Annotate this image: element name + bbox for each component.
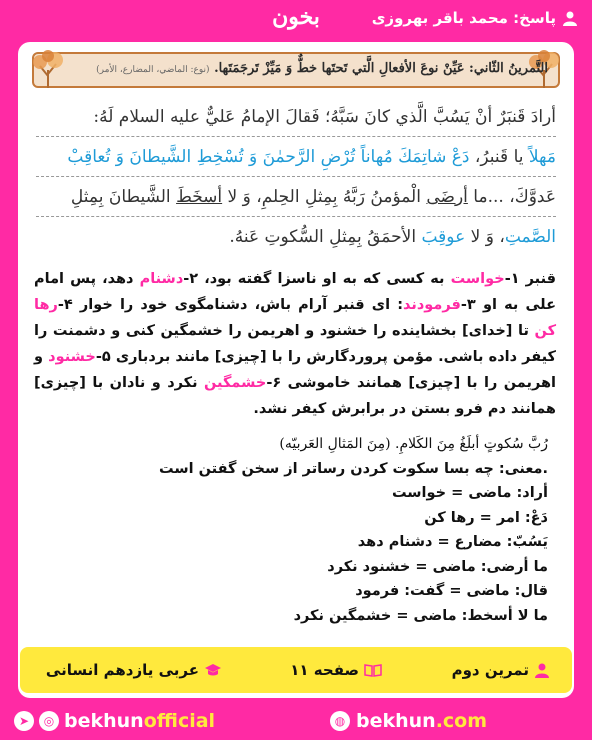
arabic-text: الشَّيطانَ بِمِثلِ [70,187,177,207]
translation-text: : ای قنبر آرام باش، دشنامگوی خود را خوار ۴- [57,297,404,313]
translation-highlight: فرمودند [403,297,461,313]
arabic-text: مَهلاً [528,147,556,167]
arabic-line-4 [34,218,556,256]
arabic-text: عوقِبَ [421,227,466,247]
arabic-text: أرضَى [426,187,468,207]
page-number-text: صفحه ۱۱ [290,661,359,679]
translation-text: و اهریمن را با [چیزی] همانند خاموشی ۶- [34,349,556,391]
header [0,0,592,40]
social-handle[interactable] [14,710,215,732]
dashed-divider [36,216,556,217]
translation-text: دهد، پس امام علی به او ۳- [34,271,557,313]
exercise-label [452,661,550,679]
translation-highlight: خشنود [48,349,96,365]
arabic-text: عَدوَّكَ، ...ما [467,187,556,207]
page-label [290,661,382,679]
instagram-icon: ◎ [39,711,59,731]
note-line: ما أرضی: ماضی = خشنود نکرد [327,558,548,575]
student-icon [534,662,550,678]
note-line: ما لا أسخط: ماضی = خشمگین نکرد [293,607,548,624]
note-line: قال: ماضی = گفت: فرمود [355,583,548,599]
lesson-info-bar [20,647,572,693]
autumn-tree-icon [28,50,68,90]
exercise-note: (نوع: الماضي، المضارع، الأمر) [96,65,210,75]
social-footer [0,704,592,740]
website-link[interactable] [330,710,487,732]
translation-highlight: خشمگین [203,375,267,391]
arabic-text: الصَّمتِ [504,227,556,247]
arabic-text: يا قَنبرُ، [469,147,529,167]
globe-icon: ◍ [330,711,350,731]
arabic-text: أرادَ قَنبَرٌ أنْ يَسُبَّ الَّذي كانَ سَبَّهُ؛ فَقالَ الإمامُ عَليٌّ عليه السلام لَهُ: [93,107,556,127]
open-book-icon [364,663,382,677]
graduation-cap-icon [204,663,222,677]
exercise-instruction: التَّمرينُ الثّاني: عَيِّنْ نوعَ الأفعالِ الَّتي تَحتَها خطٌّ وَ مَيِّزْ تَرجَمَتَها. [214,61,548,76]
arabic-text: الأحمَقُ بِمِثلِ السُّكوتِ عَنهُ. [229,227,422,247]
translation-highlight: رها کن [34,297,556,339]
arabic-line-1 [34,98,556,136]
content-card [18,42,574,698]
translation-text: تا [خدای] بخشاینده را خشنود و اهریمن را خشمگین کنی و دشمنت را کیفر داده باشی. مؤمن پروردگارش را با [چیزی] مانند بردباری ۵- [34,323,556,365]
social-handle-text [64,710,215,732]
arabic-text: ، وَ لا [465,227,505,247]
dashed-divider [36,176,556,177]
website-text [356,710,487,732]
arabic-text: أسخَطَ [176,187,223,207]
persian-translation [34,266,556,422]
grammar-notes [38,432,548,628]
telegram-icon: ➤ [14,711,34,731]
handle-prefix: bekhun [64,710,144,732]
arabic-text: دَعْ شاتِمَكَ مُهاناً تُرْضِ الرَّحمٰنَ وَ تُسْخِطِ الشَّيطانَ وَ تُعاقِبْ [67,147,470,167]
arabic-proverb: رُبَّ سُکوتٍ أبلَغُ مِنَ الکَلامِ. (مِنَ المَثالِ العَربیّه) [279,436,548,452]
proverb-meaning: .معنی: چه بسا سکوت کردن رساتر از سخن گفتن است [158,460,548,477]
translation-text: قنبر ۱- [504,271,557,287]
exercise-title-box [32,52,560,88]
answer-author [372,9,578,27]
note-line: دَعْ: امر = رها کن [424,509,548,526]
site-suffix: .com [435,710,488,732]
translation-highlight: خواست [450,271,505,287]
note-line: أراد: ماضی = خواست [391,485,548,501]
bekhun-logo: بخون [272,4,320,30]
user-icon [562,10,578,26]
book-title-text: عربی یازدهم انسانی [45,661,199,679]
handle-suffix: official [143,710,216,732]
author-text: پاسخ: محمد باقر بهروزی [371,9,556,27]
arabic-line-3 [34,178,556,216]
arabic-line-2 [34,138,556,176]
note-line: يَسُبّ: مضارع = دشنام دهد [357,534,548,550]
dashed-divider [36,136,556,137]
translation-text: به کسی که به او ناسزا گفته بود، ۲- [183,271,451,287]
book-label [46,661,222,679]
exercise-number-text: تمرین دوم [451,661,529,679]
site-prefix: bekhun [356,710,436,732]
translation-text: نکرد و نادان با [چیزی] همانند دم فرو بستن در برابرش کیفر نشد. [34,375,556,417]
translation-highlight: دشنام [139,271,184,287]
arabic-text: الْمؤمنُ رَبَّهُ بِمِثلِ الحِلمِ، وَ لا [222,187,427,207]
exercise-title [96,61,548,76]
